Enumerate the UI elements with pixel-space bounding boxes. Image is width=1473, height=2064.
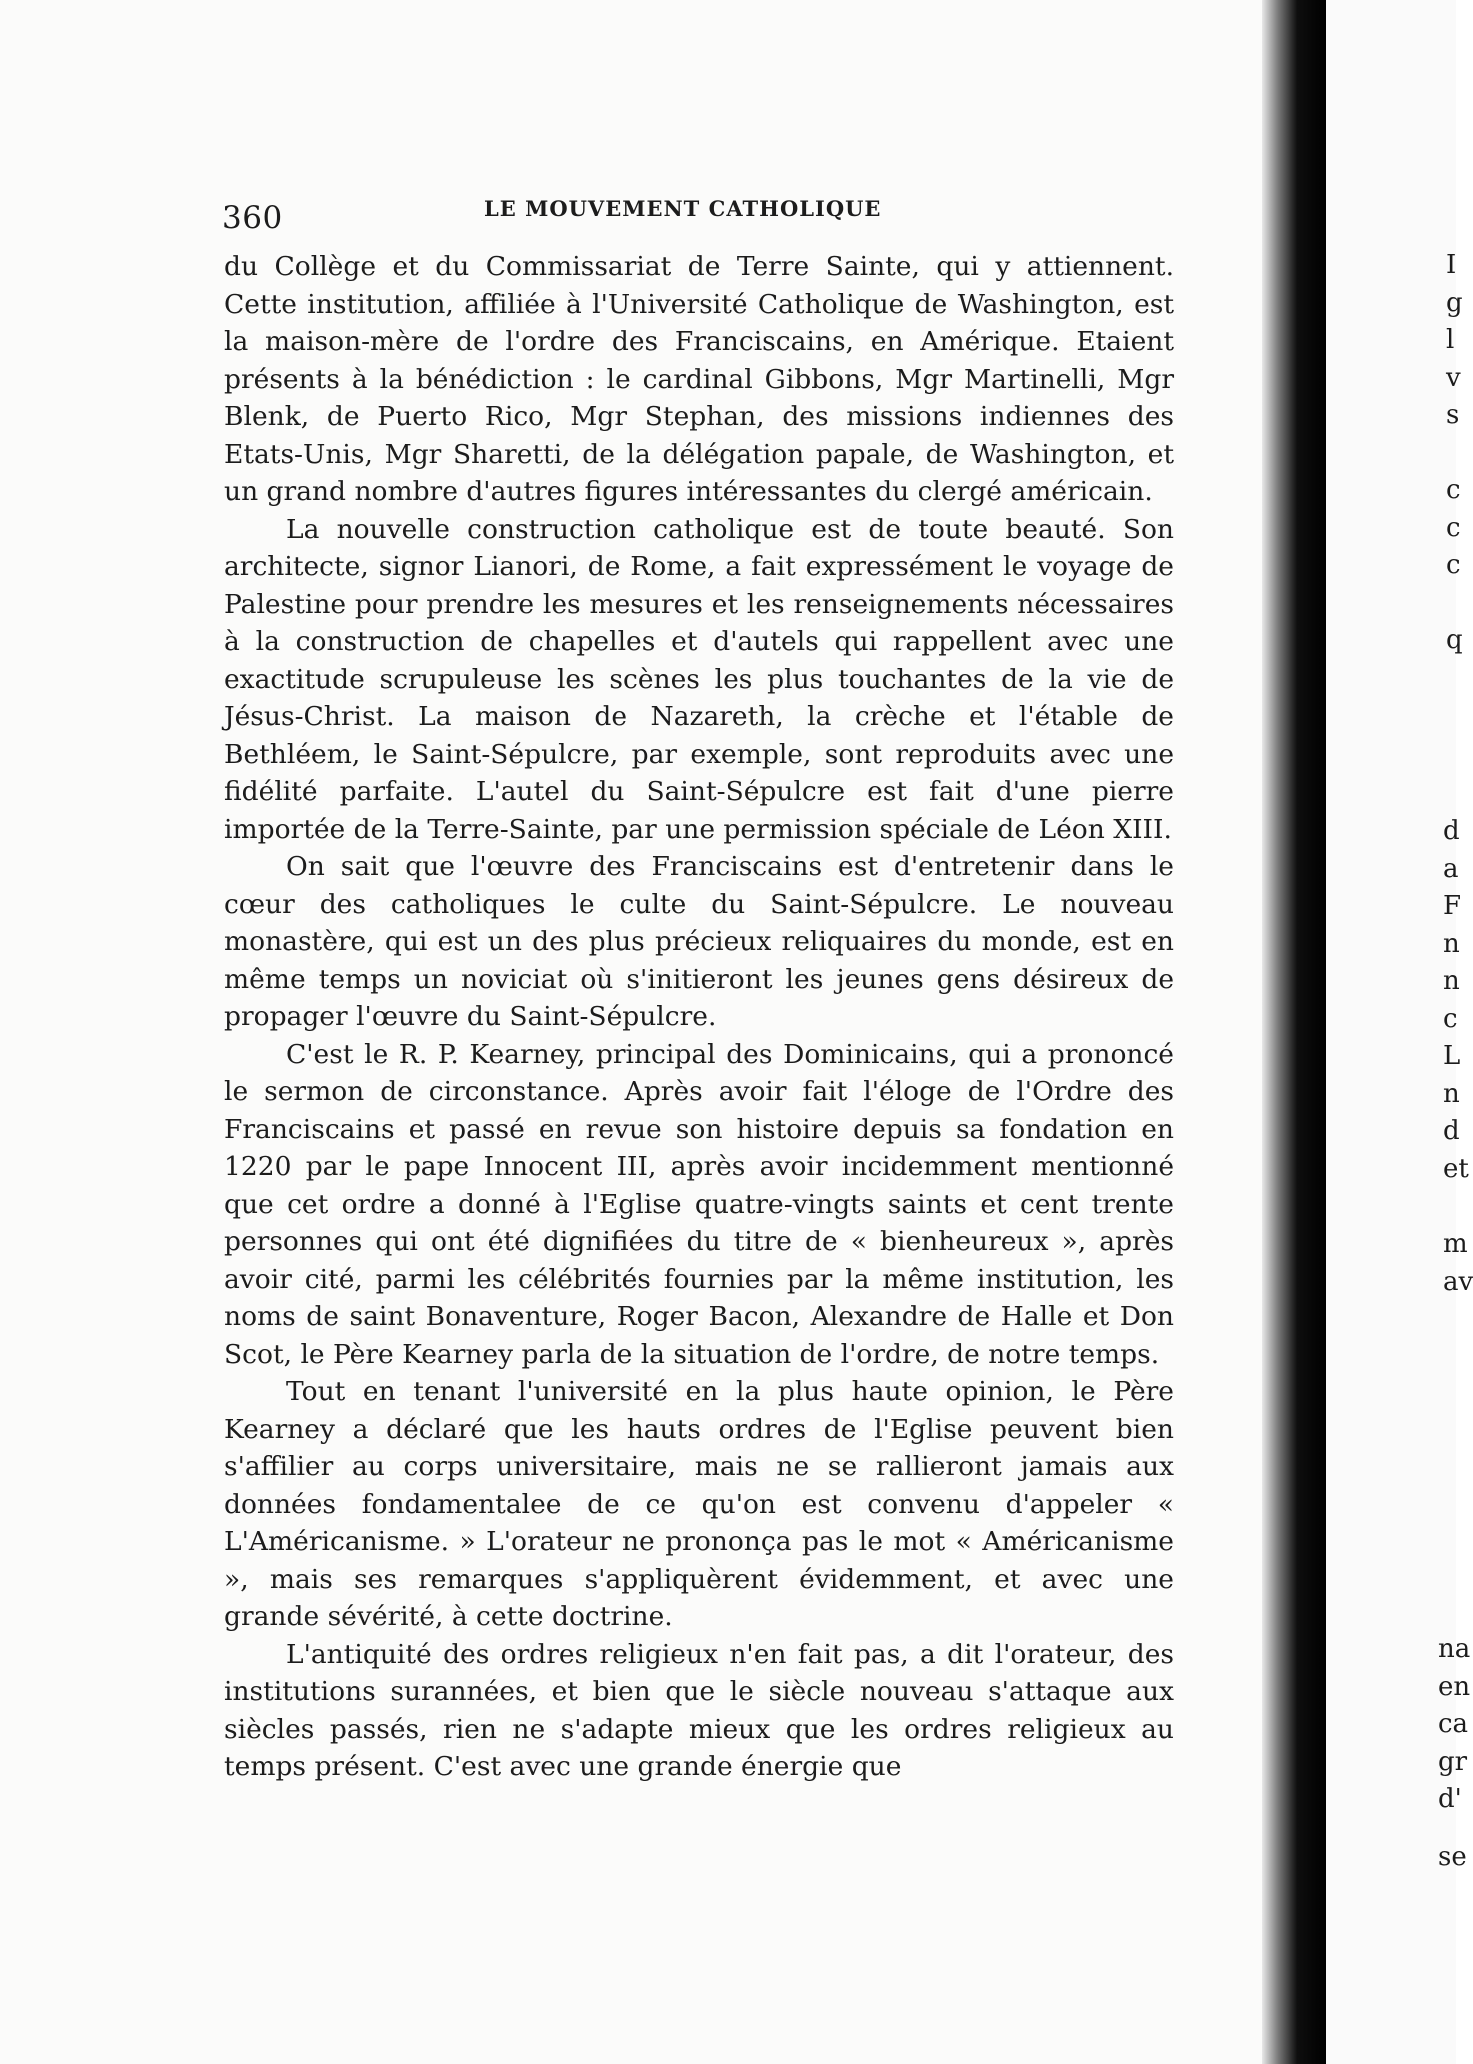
facing-page-fragment: F: [1443, 891, 1462, 921]
facing-page-fragment: se: [1438, 1842, 1467, 1872]
facing-page-fragment: av: [1443, 1267, 1473, 1297]
paragraph: C'est le R. P. Kearney, principal des Dominicains, qui a prononcé le sermon de circonstance. Après avoir fait l'éloge de l'Ordre des Franciscains et passé en revue son histoire depuis sa fondation en 1220 par le pape Innocent III, après avoir incidemment mentionné que cet ordre a donné à l'Eglise quatre-vingts saints et cent trente personnes qui ont été dignifiées du titre de « bienheureux », après avoir cité, parmi les célébrités fournies par la même institution, les noms de saint Bonaventure, Roger Bacon, Alexandre de Halle et Don Scot, le Père Kearney parla de la situation de l'ordre, de notre temps.: [224, 1038, 1174, 1370]
paragraph: Tout en tenant l'université en la plus haute opinion, le Père Kearney a déclaré que les hauts ordres de l'Eglise peuvent bien s'affilier au corps universitaire, mais ne se rallieront jamais aux données fondamentalee de ce qu'on est convenu d'appeler « L'Américanisme. » L'orateur ne prononça pas le mot « Américanisme », mais ses remarques s'appliquèrent évidemment, et avec une grande sévérité, à cette doctrine.: [224, 1376, 1174, 1632]
facing-page-fragment: na: [1438, 1634, 1471, 1664]
facing-page-fragment: l: [1446, 325, 1455, 355]
running-title: LE MOUVEMENT CATHOLIQUE: [484, 196, 882, 221]
facing-page-fragment: m: [1443, 1229, 1468, 1259]
paragraph: La nouvelle construction catholique est de toute beauté. Son architecte, signor Lianori, de Rome, a fait expressément le voyage de Palestine pour prendre les mesures et les renseignements nécessaires à la construction de chapelles et d'autels qui rappellent avec une exactitude scrupuleuse les scènes les plus touchantes de la vie de Jésus-Christ. La maison de Nazareth, la crèche et l'étable de Bethléem, le Saint-Sépulcre, par exemple, sont reproduits avec une fidélité parfaite. L'autel du Saint-Sépulcre est fait d'une pierre importée de la Terre-Sainte, par une permission spéciale de Léon XIII.: [224, 513, 1174, 845]
page-number: 360: [222, 200, 283, 236]
book-spine-shadow: [1262, 0, 1326, 2064]
facing-page-fragment: q: [1446, 625, 1463, 655]
facing-page-fragment: gr: [1438, 1747, 1468, 1777]
facing-page-fragment: g: [1446, 288, 1463, 318]
facing-page-fragment: c: [1446, 513, 1461, 543]
paragraph: On sait que l'œuvre des Franciscains est d'entretenir dans le cœur des catholiques le culte du Saint-Sépulcre. Le nouveau monastère, qui est un des plus précieux reliquaires du monde, est en même temps un noviciat où s'initieront les jeunes gens désireux de propager l'œuvre du Saint-Sépulcre.: [224, 851, 1174, 1032]
page-header: [222, 190, 1182, 236]
facing-page-fragment: n: [1443, 1079, 1460, 1109]
facing-page-fragment: a: [1443, 854, 1459, 884]
facing-page-fragment: en: [1438, 1672, 1471, 1702]
facing-page-fragment: c: [1446, 550, 1461, 580]
paragraph: L'antiquité des ordres religieux n'en fait pas, a dit l'orateur, des institutions surannées, et bien que le siècle nouveau s'attaque aux siècles passés, rien ne s'adapte mieux que les ordres religieux au temps présent. C'est avec une grande énergie que: [224, 1638, 1174, 1782]
facing-page-fragment: v: [1446, 363, 1461, 393]
facing-page-fragment: s: [1446, 400, 1460, 430]
facing-page-fragment: d': [1438, 1784, 1462, 1814]
facing-page-fragment: d: [1443, 1116, 1460, 1146]
facing-page-fragment: ca: [1438, 1709, 1469, 1739]
facing-page-fragment: n: [1443, 929, 1460, 959]
body-text: [224, 248, 1174, 1786]
facing-page-fragment: c: [1443, 1004, 1458, 1034]
facing-page-edge: [1326, 0, 1473, 2064]
facing-page-fragment: L: [1443, 1041, 1461, 1071]
facing-page-fragment: d: [1443, 816, 1460, 846]
paragraph: du Collège et du Commissariat de Terre Sainte, qui y attiennent. Cette institution, affiliée à l'Université Catholique de Washington, est la maison-mère de l'ordre des Franciscains, en Amérique. Etaient présents à la bénédiction : le cardinal Gibbons, Mgr Martinelli, Mgr Blenk, de Puerto Rico, Mgr Stephan, des missions indiennes des Etats-Unis, Mgr Sharetti, de la délégation papale, de Washington, et un grand nombre d'autres figures intéressantes du clergé américain.: [224, 251, 1174, 507]
facing-page-fragment: I: [1446, 250, 1457, 280]
facing-page-fragment: c: [1446, 475, 1461, 505]
facing-page-fragment: n: [1443, 966, 1460, 996]
facing-page-fragment: et: [1443, 1154, 1469, 1184]
